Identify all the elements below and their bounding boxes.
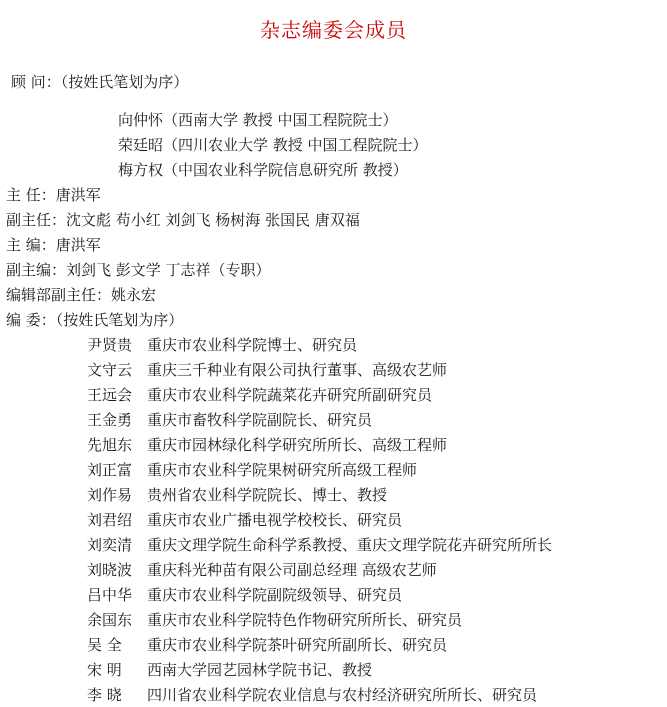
member-name: 吴 全 [87, 636, 122, 654]
committee-member [87, 460, 417, 480]
member-name: 刘晓波 [87, 561, 133, 579]
member-title: 西南大学园艺园林学院书记、教授 [147, 661, 373, 679]
member-name: 文守云 [87, 361, 133, 379]
advisor-item: 梅方权（中国农业科学院信息研究所 教授） [118, 161, 408, 179]
director-line: 主 任：唐洪军 [6, 186, 101, 204]
member-title: 重庆市农业科学院果树研究所高级工程师 [147, 461, 418, 479]
committee-member [87, 335, 357, 355]
member-name: 刘作易 [87, 486, 133, 504]
member-name: 余国东 [87, 611, 133, 629]
page-title: 杂志编委会成员 [260, 18, 407, 42]
member-name: 王金勇 [87, 411, 133, 429]
chief-editor-line: 主 编：唐洪军 [6, 236, 101, 254]
member-name: 刘君绍 [87, 511, 133, 529]
member-title: 重庆文理学院生命科学系教授、重庆文理学院花卉研究所所长 [147, 536, 553, 554]
committee-member [87, 535, 552, 555]
committee-member [87, 485, 387, 505]
member-name: 先旭东 [87, 436, 133, 454]
committee-member [87, 385, 432, 405]
member-title: 四川省农业科学院农业信息与农村经济研究所所长、研究员 [147, 686, 538, 704]
member-title: 重庆市农业科学院博士、研究员 [147, 336, 358, 354]
member-name: 李 晓 [87, 686, 122, 704]
committee-member [87, 410, 372, 430]
member-title: 重庆市农业科学院蔬菜花卉研究所副研究员 [147, 386, 433, 404]
member-name: 吕中华 [87, 586, 133, 604]
committee-heading: 编 委：（按姓氏笔划为序） [6, 311, 184, 329]
committee-member [87, 685, 537, 705]
member-name: 王远会 [87, 386, 133, 404]
member-title: 重庆市农业广播电视学校校长、研究员 [147, 511, 403, 529]
advisor-item: 向仲怀（西南大学 教授 中国工程院院士） [118, 111, 398, 129]
member-title: 重庆三千种业有限公司执行董事、高级农艺师 [147, 361, 448, 379]
member-title: 重庆科光种苗有限公司副总经理 高级农艺师 [147, 561, 437, 579]
committee-member [87, 585, 402, 605]
advisor-item: 荣廷昭（四川农业大学 教授 中国工程院院士） [118, 136, 428, 154]
committee-member [87, 510, 402, 530]
member-title: 贵州省农业科学院院长、博士、教授 [147, 486, 388, 504]
committee-member [87, 660, 372, 680]
member-title: 重庆市农业科学院副院级领导、研究员 [147, 586, 403, 604]
member-name: 尹贤贵 [87, 336, 133, 354]
member-name: 刘奕清 [87, 536, 133, 554]
committee-member [87, 560, 437, 580]
committee-member [87, 610, 462, 630]
office-vice-director-line: 编辑部副主任：姚永宏 [6, 286, 157, 304]
committee-member [87, 435, 447, 455]
member-title: 重庆市园林绿化科学研究所所长、高级工程师 [147, 436, 448, 454]
member-name: 宋 明 [87, 661, 122, 679]
vice-editors-line: 副主编：刘剑飞 彭文学 丁志祥（专职） [6, 261, 271, 279]
committee-member [87, 635, 447, 655]
committee-member [87, 360, 447, 380]
member-title: 重庆市农业科学院茶叶研究所副所长、研究员 [147, 636, 448, 654]
member-title: 重庆市农业科学院特色作物研究所所长、研究员 [147, 611, 463, 629]
advisors-heading: 顾 问：（按姓氏笔划为序） [11, 73, 189, 91]
member-name: 刘正富 [87, 461, 133, 479]
member-title: 重庆市畜牧科学院副院长、研究员 [147, 411, 373, 429]
vice-directors-line: 副主任：沈文彪 苟小红 刘剑飞 杨树海 张国民 唐双福 [6, 211, 360, 229]
